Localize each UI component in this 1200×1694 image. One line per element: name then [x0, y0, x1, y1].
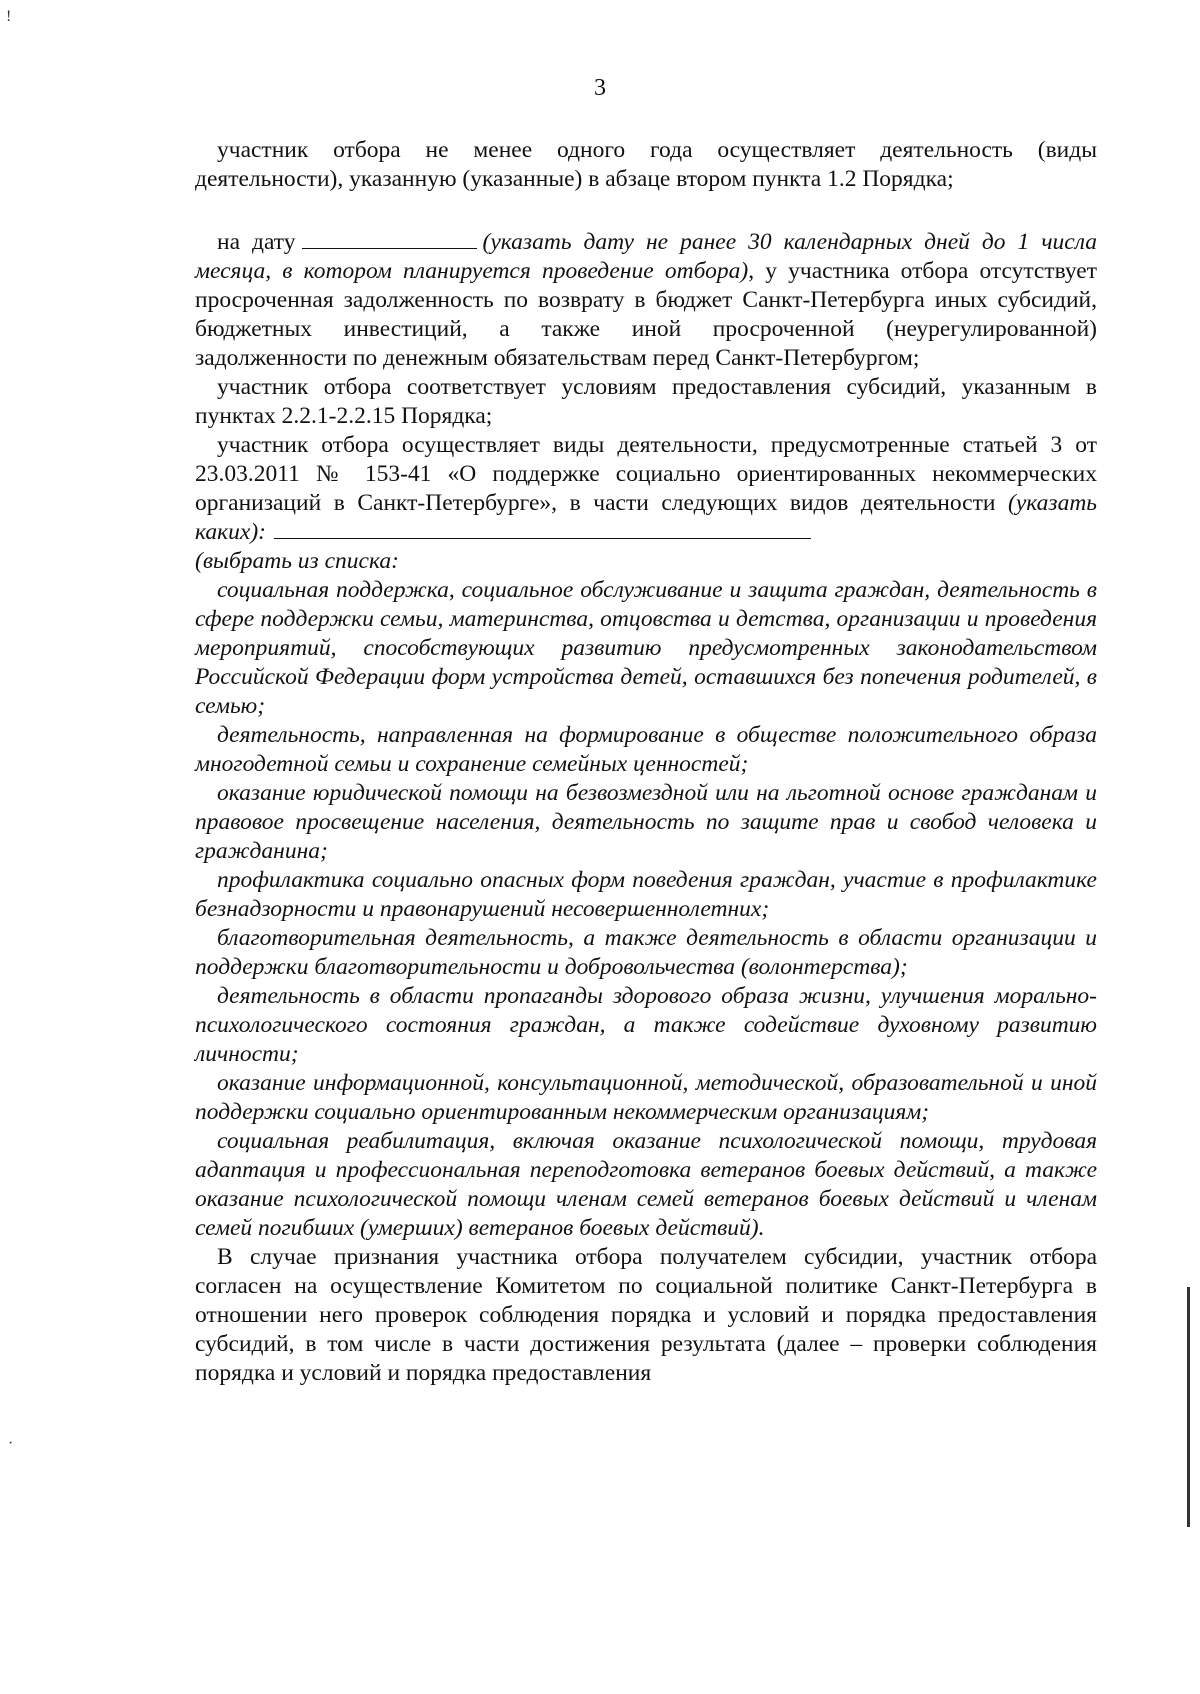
instruction-text: (указать каких):: [195, 490, 1097, 545]
list-item: оказание юридической помощи на безвозмездной или на льготной основе гражданам и правовое просвещение населения, деятельность по защите прав и свобод человека и гражданина;: [195, 780, 1097, 864]
list-item: деятельность, направленная на формирование в обществе положительного образа многодетной семьи и сохранение семейных ценностей;: [195, 722, 1097, 777]
page-number: 3: [594, 75, 606, 101]
scan-dot: ·: [8, 1435, 14, 1452]
document-body: [195, 136, 1097, 1388]
paragraph: участник отбора не менее одного года осуществляет деятельность (виды деятельности), указанную (указанные) в абзаце втором пункта 1.2 Порядка;: [195, 137, 1097, 192]
list-item: социальная поддержка, социальное обслуживание и защита граждан, деятельность в сфере поддержки семьи, материнства, отцовства и детства, организации и проведения мероприятий, способствующих развитию предусмотренных законодательством Российской Федерации форм устройства детей, оставшихся без попечения родителей, в семью;: [195, 577, 1097, 719]
paragraph-text: на дату: [217, 229, 296, 255]
instruction-text: (выбрать из списка:: [195, 548, 399, 574]
scan-edge-line: [1187, 1287, 1190, 1527]
paragraph: [195, 431, 1097, 547]
paragraph-text: участник отбора осуществляет виды деятельности, предусмотренные статьей 3 от 23.03.2011 № 153-41 «О поддержке социально ориентированных некоммерческих организаций в Санкт-Петербурге», в части следующих видов деятельности: [195, 432, 1097, 516]
paragraph-text: , у участника отбора отсутствует просроченная задолженность по возврату в бюджет Санкт-Петербурга иных субсидий, бюджетных инвестиций, а также иной просроченной (неурегулированной) задолженности по денежным обязательствам перед Санкт-Петербургом;: [195, 258, 1098, 371]
scan-mark: !: [6, 8, 12, 25]
list-item: социальная реабилитация, включая оказание психологической помощи, трудовая адаптация и профессиональная переподготовка ветеранов боевых действий, а также оказание психологической помощи членам семей ветеранов боевых действий и членам семей погибших (умерших) ветеранов боевых действий).: [195, 1128, 1097, 1241]
instruction-text: (указать дату не ранее 30 календарных дней до 1 числа месяца, в котором планируется проведение отбора): [195, 229, 1097, 284]
paragraph: участник отбора соответствует условиям предоставления субсидий, указанным в пунктах 2.2.1-2.2.15 Порядка;: [195, 374, 1097, 429]
list-item: профилактика социально опасных форм поведения граждан, участие в профилактике безнадзорности и правонарушений несовершеннолетних;: [195, 867, 1097, 922]
date-blank-line: [302, 230, 477, 249]
list-item: благотворительная деятельность, а также деятельность в области организации и поддержки благотворительности и добровольчества (волонтерства);: [195, 925, 1097, 980]
list-item: оказание информационной, консультационной, методической, образовательной и иной поддержки социально ориентированным некоммерческим организациям;: [195, 1070, 1097, 1125]
list-item: деятельность в области пропаганды здорового образа жизни, улучшения морально-психологического состояния граждан, а также содействие духовному развитию личности;: [195, 983, 1097, 1067]
paragraph: [195, 228, 1097, 373]
activity-blank-line: [274, 520, 811, 539]
paragraph: В случае признания участника отбора получателем субсидии, участник отбора согласен на осуществление Комитетом по социальной политике Санкт-Петербурга в отношении него проверок соблюдения порядка и условий и порядка предоставления субсидий, в том числе в части достижения результата (далее – проверки соблюдения порядка и условий и порядка предоставления: [195, 1244, 1097, 1386]
